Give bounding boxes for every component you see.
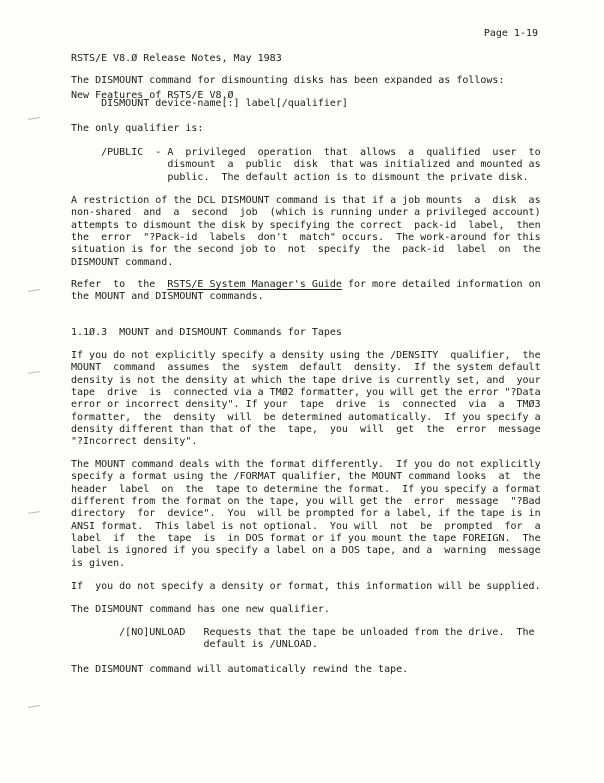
text-line: MOUNT command assumes the system default density. If the system default	[71, 362, 541, 374]
text-line: public. The default action is to dismount the private disk.	[71, 171, 529, 183]
text-line: error or incorrect density". If your tape drive is connected via a TMØ3	[71, 399, 541, 411]
paragraph-format	[71, 459, 541, 570]
text-line: 1.1Ø.3 MOUNT and DISMOUNT Commands for Tapes	[71, 327, 342, 338]
margin-mark	[28, 289, 40, 292]
text-line: A restriction of the DCL DISMOUNT command is that if a job mounts a disk as	[71, 195, 541, 206]
text-line: "?Incorrect density".	[71, 436, 198, 448]
page-number: Page 1-19	[483, 28, 538, 39]
text-line	[71, 279, 541, 291]
text-line: different from the format on the tape, you will get the error message "?Bad	[71, 496, 541, 508]
text-line: DISMOUNT command.	[71, 256, 174, 268]
text-line: is given.	[71, 557, 126, 569]
text-line: tape drive is connected via a TMØ2 formatter, you will get the error "?Data	[71, 387, 541, 399]
text-span: Refer to the	[71, 279, 168, 290]
public-qualifier-definition	[71, 147, 541, 184]
paragraph-supplied	[71, 581, 541, 593]
text-line: density different than that of the tape, you will get the error message	[71, 424, 541, 436]
text-line: default is /UNLOAD.	[71, 639, 318, 651]
text-line: The DISMOUNT command has one new qualifier.	[71, 604, 330, 615]
margin-mark	[28, 117, 40, 120]
text-line: The MOUNT command deals with the format differently. If you do not explicitly	[71, 459, 541, 470]
text-line: If you do not explicitly specify a density using the /DENSITY qualifier, the	[71, 350, 541, 361]
header-title: RSTS/E V8.Ø Release Notes, May 1983	[71, 52, 282, 64]
paragraph-only-qualifier	[71, 123, 203, 135]
paragraph-dismount-intro	[71, 75, 504, 87]
dismount-syntax	[71, 98, 348, 110]
text-line: attempts to dismount the disk by specifying the correct pack-id label, then	[71, 219, 541, 231]
text-line: situation is for the second job to not specify the pack-id label on the	[71, 244, 541, 256]
text-line: The only qualifier is:	[71, 123, 204, 134]
section-heading	[71, 327, 342, 339]
text-line: The DISMOUNT command will automatically rewind the tape.	[71, 664, 409, 675]
text-line: directory for device". You will be prompted for a label, if the tape is in	[71, 508, 541, 520]
text-line: the error "?Pack-id labels don't match" occurs. The work-around for this	[71, 232, 541, 244]
text-line: /PUBLIC - A privileged operation that allows a qualified user to	[71, 147, 541, 158]
paragraph-new-qualifier	[71, 604, 330, 616]
text-line: dismount a public disk that was initialized and mounted as	[71, 159, 541, 171]
text-line: non-shared and a second job (which is running under a privileged account)	[71, 207, 541, 219]
header-subtitle: New Features of RSTS/E V8.Ø	[71, 89, 234, 101]
text-line: specify a format using the /FORMAT qualifier, the MOUNT command looks at the	[71, 471, 541, 483]
text-line: density is not the density at which the tape drive is currently set, and your	[71, 374, 541, 386]
text-span: for more detailed information on	[341, 279, 541, 290]
paragraph-rewind	[71, 664, 408, 676]
margin-mark	[28, 371, 40, 374]
text-line: If you do not specify a density or format, this information will be supplied.	[71, 581, 541, 592]
text-line: the MOUNT and DISMOUNT commands.	[71, 291, 264, 303]
text-line: The DISMOUNT command for dismounting disks has been expanded as follows:	[71, 75, 505, 86]
unload-qualifier-definition	[71, 627, 535, 652]
paragraph-restriction	[71, 195, 541, 269]
text-line: ANSI format. This label is not optional. You will not be prompted for a	[71, 520, 541, 532]
guide-title-reference: RSTS/E System Manager's Guide	[167, 279, 342, 290]
text-line: header label on the tape to determine the format. If you specify a format	[71, 483, 541, 495]
text-line: DISMOUNT device-name[:] label[/qualifier]	[71, 98, 348, 109]
margin-mark	[28, 705, 40, 708]
margin-mark	[28, 511, 40, 514]
text-line: label is ignored if you specify a label on a DOS tape, and a warning message	[71, 545, 541, 557]
text-line: formatter, the density will be determined automatically. If you specify a	[71, 411, 541, 423]
paragraph-refer	[71, 279, 541, 304]
paragraph-density	[71, 350, 541, 449]
text-line: label if the tape is in DOS format or if you mount the tape FOREIGN. The	[71, 533, 541, 545]
text-line: /[NO]UNLOAD Requests that the tape be unloaded from the drive. The	[71, 627, 535, 638]
